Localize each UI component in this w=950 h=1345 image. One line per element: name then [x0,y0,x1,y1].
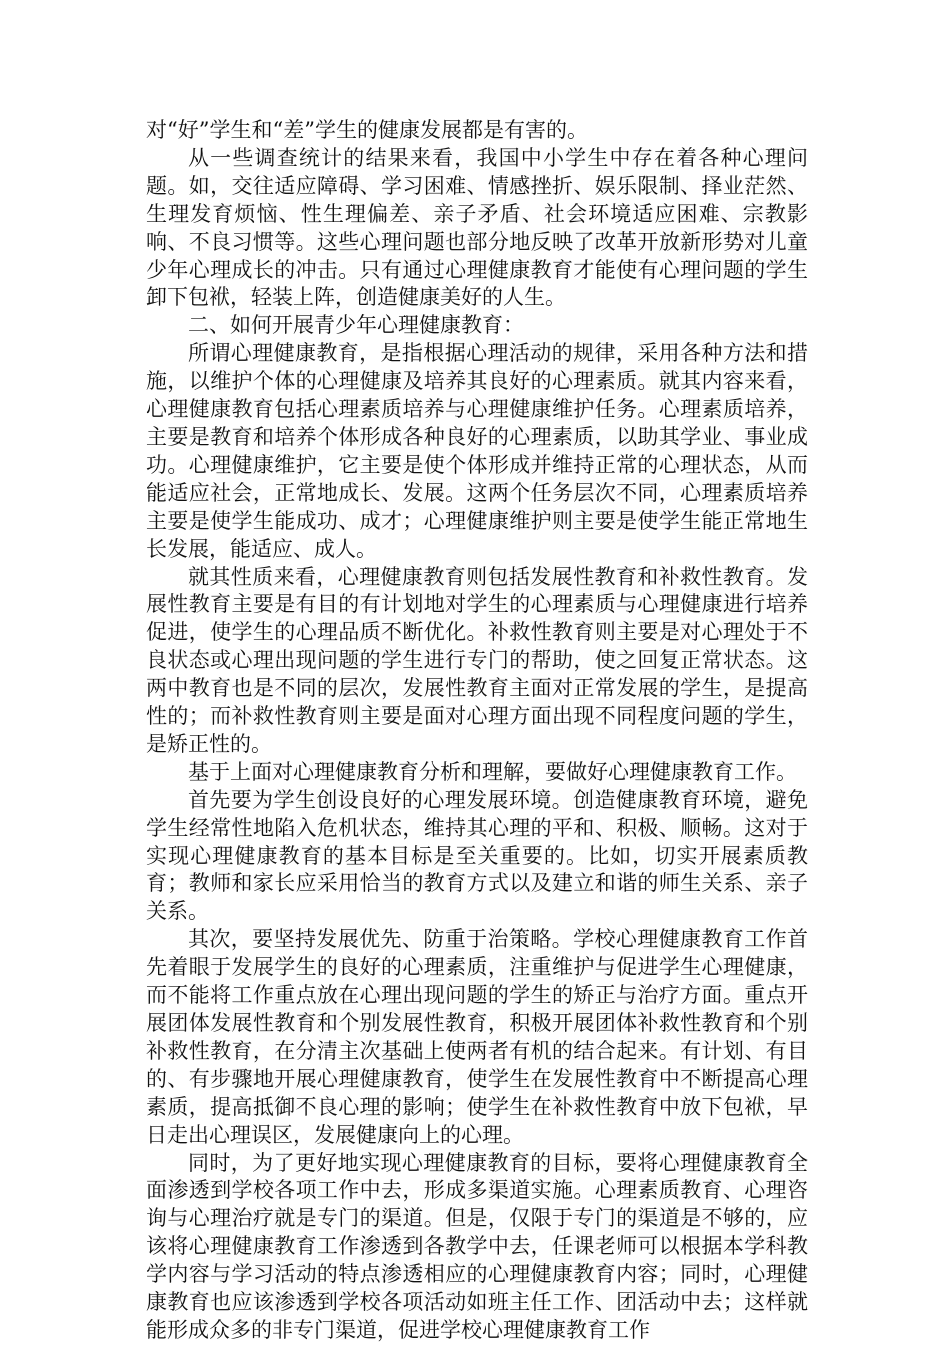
paragraph-psychological-problems: 从一些调查统计的结果来看，我国中小学生中存在着各种心理问题。如，交往适应障碍、学习困难、情感挫折、娱乐限制、择业茫然、生理发育烦恼、性生理偏差、亲子矛盾、社会环境适应困难、宗教影响、不良习惯等。这些心理问题也部分地反映了改革开放新形势对儿童少年心理成长的冲击。只有通过心理健康教育才能使有心理问题的学生卸下包袱，轻装上阵，创造健康美好的人生。 [146,145,808,310]
paragraph-nature: 就其性质来看，心理健康教育则包括发展性教育和补救性教育。发展性教育主要是有目的有计划地对学生的心理素质与心理健康进行培养促进，使学生的心理品质不断优化。补救性教育则主要是对心理处于不良状态或心理出现问题的学生进行专门的帮助，使之回复正常状态。这两中教育也是不同的层次，发展性教育主面对正常发展的学生，是提高性的；而补救性教育则主要是面对心理方面出现不同程度问题的学生，是矫正性的。 [146,564,808,756]
section-heading-how-to-carry-out: 二、如何开展青少年心理健康教育： [188,313,524,338]
paragraph-second-development-first: 其次，要坚持发展优先、防重于治策略。学校心理健康教育工作首先着眼于发展学生的良好的心理素质，注重维护与促进学生心理健康，而不能将工作重点放在心理出现问题的学生的矫正与治疗方面。重点开展团体发展性教育和个别发展性教育，积极开展团体补救性教育和个别补救性教育，在分清主次基础上使两者有机的结合起来。有计划、有目的、有步骤地开展心理健康教育，使学生在发展性教育中不断提高心理素质，提高抵御不良心理的影响；使学生在补救性教育中放下包袱，早日走出心理误区，发展健康向上的心理。 [146,927,808,1147]
paragraph-first-environment: 首先要为学生创设良好的心理发展环境。创造健康教育环境，避免学生经常性地陷入危机状态，维持其心理的平和、积极、顺畅。这对于实现心理健康教育的基本目标是至关重要的。比如，切实开展素质教育；教师和家长应采用恰当的教育方式以及建立和谐的师生关系、亲子关系。 [146,787,808,924]
paragraph-continuation: 对“好”学生和“差”学生的健康发展都是有害的。 [146,118,588,142]
paragraph-definition: 所谓心理健康教育，是指根据心理活动的规律，采用各种方法和措施，以维护个体的心理健康及培养其良好的心理素质。就其内容来看，心理健康教育包括心理素质培养与心理健康维护任务。心理素质培养，主要是教育和培养个体形成各种良好的心理素质，以助其学业、事业成功。心理健康维护，它主要是使个体形成并维持正常的心理状态，从而能适应社会，正常地成长、发展。这两个任务层次不同，心理素质培养主要是使学生能成功、成才；心理健康维护则主要是使学生能正常地生长发展，能适应、成人。 [146,341,808,561]
document-page [146,117,808,1345]
paragraph-based-on-analysis: 基于上面对心理健康教育分析和理解，要做好心理健康教育工作。 [188,759,797,784]
paragraph-meanwhile-channels: 同时，为了更好地实现心理健康教育的目标，要将心理健康教育全面渗透到学校各项工作中去，形成多渠道实施。心理素质教育、心理咨询与心理治疗就是专门的渠道。但是，仅限于专门的渠道是不够的，应该将心理健康教育工作渗透到各教学中去，任课老师可以根据本学科教学内容与学习活动的特点渗透相应的心理健康教育内容；同时，心理健康教育也应该渗透到学校各项活动如班主任工作、团活动中去；这样就能形成众多的非专门渠道，促进学校心理健康教育工作 [146,1150,808,1342]
